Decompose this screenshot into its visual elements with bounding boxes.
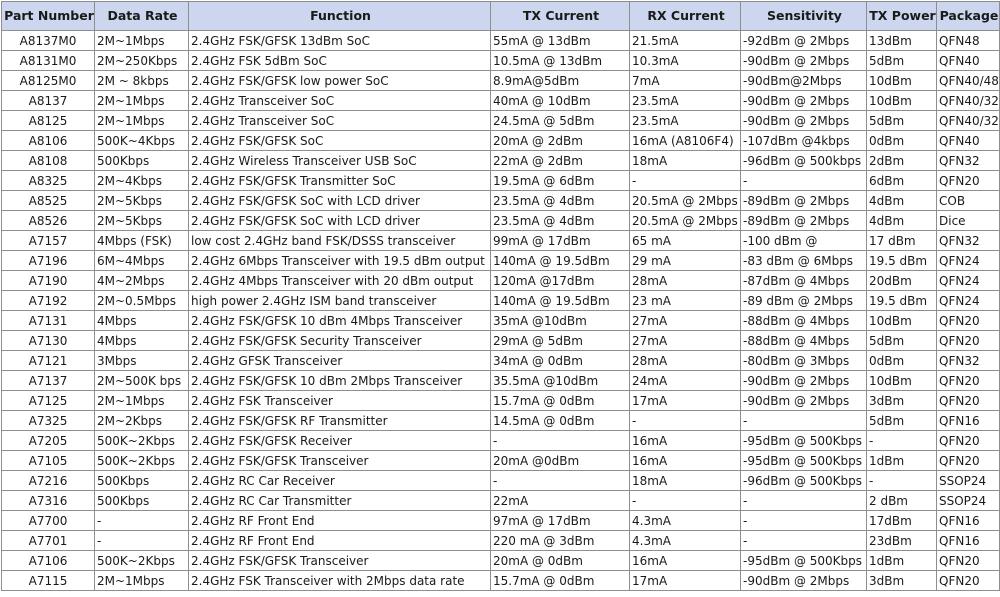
header-function: Function (189, 2, 491, 31)
table-row (2, 351, 1000, 371)
data-rate-cell: 2M~250Kbps (95, 51, 189, 71)
rx-current-cell: 17mA (630, 391, 741, 411)
tx-current-cell: 8.9mA@5dBm (491, 71, 630, 91)
part-number-cell: A8137 (2, 91, 95, 111)
tx-current-cell: - (491, 471, 630, 491)
data-rate-cell: 2M~1Mbps (95, 31, 189, 51)
tx-current-cell: 22mA (491, 491, 630, 511)
tx-current-cell: 23.5mA @ 4dBm (491, 211, 630, 231)
tx-power-cell: 3dBm (867, 571, 937, 591)
data-rate-cell: - (95, 531, 189, 551)
rx-current-cell: 27mA (630, 311, 741, 331)
sensitivity-cell: -83 dBm @ 6Mbps (741, 251, 867, 271)
tx-power-cell: 17 dBm (867, 231, 937, 251)
tx-current-cell: 40mA @ 10dBm (491, 91, 630, 111)
function-cell: 2.4GHz FSK/GFSK Security Transceiver (189, 331, 491, 351)
rx-current-cell: 16mA (A8106F4) (630, 131, 741, 151)
tx-current-cell: 19.5mA @ 6dBm (491, 171, 630, 191)
sensitivity-cell: -90dBm @ 2Mbps (741, 371, 867, 391)
data-rate-cell: 4M~2Mbps (95, 271, 189, 291)
header-sensitivity: Sensitivity (741, 2, 867, 31)
data-rate-cell: 3Mbps (95, 351, 189, 371)
table-row (2, 491, 1000, 511)
function-cell: 2.4GHz FSK/GFSK SoC with LCD driver (189, 211, 491, 231)
sensitivity-cell: -87dBm @ 4Mbps (741, 271, 867, 291)
package-cell: QFN16 (937, 531, 1000, 551)
table-row (2, 111, 1000, 131)
rx-current-cell: 10.3mA (630, 51, 741, 71)
data-rate-cell: 2M~1Mbps (95, 91, 189, 111)
table-row (2, 531, 1000, 551)
header-package: Package (937, 2, 1000, 31)
package-cell: QFN40/32 (937, 111, 1000, 131)
rx-current-cell: 16mA (630, 431, 741, 451)
tx-power-cell: 5dBm (867, 111, 937, 131)
sensitivity-cell: - (741, 531, 867, 551)
data-rate-cell: 500Kbps (95, 151, 189, 171)
rx-current-cell: 16mA (630, 451, 741, 471)
tx-current-cell: 23.5mA @ 4dBm (491, 191, 630, 211)
part-number-cell: A8526 (2, 211, 95, 231)
table-row (2, 451, 1000, 471)
part-number-cell: A8125 (2, 111, 95, 131)
tx-current-cell: 35mA @10dBm (491, 311, 630, 331)
part-number-cell: A7190 (2, 271, 95, 291)
sensitivity-cell: - (741, 511, 867, 531)
package-cell: QFN20 (937, 171, 1000, 191)
tx-current-cell: 97mA @ 17dBm (491, 511, 630, 531)
function-cell: high power 2.4GHz ISM band transceiver (189, 291, 491, 311)
table-row (2, 471, 1000, 491)
part-number-cell: A7121 (2, 351, 95, 371)
package-cell: QFN40 (937, 51, 1000, 71)
sensitivity-cell: -90dBm @ 2Mbps (741, 571, 867, 591)
package-cell: QFN16 (937, 411, 1000, 431)
rx-current-cell: 20.5mA @ 2Mbps (630, 191, 741, 211)
tx-power-cell: 1dBm (867, 451, 937, 471)
function-cell: 2.4GHz FSK/GFSK 13dBm SoC (189, 31, 491, 51)
tx-power-cell: 6dBm (867, 171, 937, 191)
function-cell: 2.4GHz RF Front End (189, 531, 491, 551)
rx-current-cell: 17mA (630, 571, 741, 591)
function-cell: 2.4GHz FSK/GFSK Receiver (189, 431, 491, 451)
rx-current-cell: 28mA (630, 271, 741, 291)
rx-current-cell: 23.5mA (630, 91, 741, 111)
data-rate-cell: 4Mbps (FSK) (95, 231, 189, 251)
tx-power-cell: 3dBm (867, 391, 937, 411)
tx-power-cell: 0dBm (867, 351, 937, 371)
tx-power-cell: 10dBm (867, 71, 937, 91)
package-cell: QFN32 (937, 151, 1000, 171)
rx-current-cell: 29 mA (630, 251, 741, 271)
function-cell: 2.4GHz FSK/GFSK SoC with LCD driver (189, 191, 491, 211)
function-cell: 2.4GHz RC Car Transmitter (189, 491, 491, 511)
part-number-cell: A8131M0 (2, 51, 95, 71)
table-row (2, 131, 1000, 151)
data-rate-cell: 500Kbps (95, 491, 189, 511)
package-cell: QFN48 (937, 31, 1000, 51)
sensitivity-cell: -95dBm @ 500Kbps (741, 451, 867, 471)
package-cell: QFN24 (937, 251, 1000, 271)
table-row (2, 31, 1000, 51)
part-number-cell: A7131 (2, 311, 95, 331)
rx-current-cell: 24mA (630, 371, 741, 391)
sensitivity-cell: -88dBm @ 4Mbps (741, 311, 867, 331)
table-header-row (2, 2, 1000, 31)
package-cell: QFN16 (937, 511, 1000, 531)
rx-current-cell: 21.5mA (630, 31, 741, 51)
part-number-cell: A7137 (2, 371, 95, 391)
tx-power-cell: 20dBm (867, 271, 937, 291)
sensitivity-cell: -90dBm @ 2Mbps (741, 51, 867, 71)
part-number-cell: A7196 (2, 251, 95, 271)
tx-power-cell: 17dBm (867, 511, 937, 531)
header-rx-current: RX Current (630, 2, 741, 31)
sensitivity-cell: -90dBm @ 2Mbps (741, 391, 867, 411)
function-cell: low cost 2.4GHz band FSK/DSSS transceiver (189, 231, 491, 251)
part-number-cell: A7106 (2, 551, 95, 571)
sensitivity-cell: -96dBm @ 500kbps (741, 151, 867, 171)
sensitivity-cell: -90dBm @ 2Mbps (741, 111, 867, 131)
rx-current-cell: 18mA (630, 471, 741, 491)
sensitivity-cell: -89dBm @ 2Mbps (741, 211, 867, 231)
sensitivity-cell: - (741, 491, 867, 511)
part-number-cell: A7701 (2, 531, 95, 551)
tx-current-cell: 220 mA @ 3dBm (491, 531, 630, 551)
rx-current-cell: - (630, 171, 741, 191)
function-cell: 2.4GHz FSK/GFSK RF Transmitter (189, 411, 491, 431)
part-number-cell: A7205 (2, 431, 95, 451)
tx-current-cell: 35.5mA @10dBm (491, 371, 630, 391)
data-rate-cell: 500K~2Kbps (95, 431, 189, 451)
part-number-cell: A7105 (2, 451, 95, 471)
function-cell: 2.4GHz FSK 5dBm SoC (189, 51, 491, 71)
part-number-cell: A7130 (2, 331, 95, 351)
tx-power-cell: 2 dBm (867, 491, 937, 511)
part-number-cell: A8137M0 (2, 31, 95, 51)
package-cell: QFN40/48 (937, 71, 1000, 91)
tx-current-cell: 20mA @ 2dBm (491, 131, 630, 151)
part-number-cell: A7216 (2, 471, 95, 491)
part-number-cell: A7115 (2, 571, 95, 591)
data-rate-cell: 2M~2Kbps (95, 411, 189, 431)
tx-current-cell: 15.7mA @ 0dBm (491, 571, 630, 591)
tx-power-cell: 5dBm (867, 331, 937, 351)
package-cell: QFN32 (937, 351, 1000, 371)
table-row (2, 251, 1000, 271)
table-row (2, 331, 1000, 351)
product-table (1, 1, 1000, 591)
tx-power-cell: 5dBm (867, 411, 937, 431)
data-rate-cell: 2M~4Kbps (95, 171, 189, 191)
tx-current-cell: 99mA @ 17dBm (491, 231, 630, 251)
sensitivity-cell: -96dBm @ 500Kbps (741, 471, 867, 491)
data-rate-cell: 2M~500K bps (95, 371, 189, 391)
rx-current-cell: 27mA (630, 331, 741, 351)
data-rate-cell: 2M~0.5Mbps (95, 291, 189, 311)
part-number-cell: A8108 (2, 151, 95, 171)
package-cell: QFN20 (937, 571, 1000, 591)
table-row (2, 151, 1000, 171)
function-cell: 2.4GHz FSK/GFSK Transmitter SoC (189, 171, 491, 191)
function-cell: 2.4GHz RC Car Receiver (189, 471, 491, 491)
table-row (2, 411, 1000, 431)
package-cell: QFN20 (937, 391, 1000, 411)
sensitivity-cell: -100 dBm @ (741, 231, 867, 251)
part-number-cell: A7157 (2, 231, 95, 251)
rx-current-cell: 4.3mA (630, 511, 741, 531)
data-rate-cell: 500K~4Kbps (95, 131, 189, 151)
sensitivity-cell: -90dBm@2Mbps (741, 71, 867, 91)
part-number-cell: A7325 (2, 411, 95, 431)
rx-current-cell: - (630, 411, 741, 431)
header-data-rate: Data Rate (95, 2, 189, 31)
package-cell: SSOP24 (937, 471, 1000, 491)
function-cell: 2.4GHz RF Front End (189, 511, 491, 531)
table-row (2, 391, 1000, 411)
tx-power-cell: 2dBm (867, 151, 937, 171)
part-number-cell: A8125M0 (2, 71, 95, 91)
tx-current-cell: - (491, 431, 630, 451)
tx-current-cell: 24.5mA @ 5dBm (491, 111, 630, 131)
function-cell: 2.4GHz 4Mbps Transceiver with 20 dBm output (189, 271, 491, 291)
tx-current-cell: 140mA @ 19.5dBm (491, 291, 630, 311)
rx-current-cell: 65 mA (630, 231, 741, 251)
package-cell: QFN20 (937, 551, 1000, 571)
tx-power-cell: 4dBm (867, 211, 937, 231)
rx-current-cell: 20.5mA @ 2Mbps (630, 211, 741, 231)
tx-current-cell: 15.7mA @ 0dBm (491, 391, 630, 411)
data-rate-cell: 4Mbps (95, 311, 189, 331)
package-cell: QFN32 (937, 231, 1000, 251)
tx-current-cell: 34mA @ 0dBm (491, 351, 630, 371)
package-cell: QFN24 (937, 271, 1000, 291)
data-rate-cell: 500K~2Kbps (95, 451, 189, 471)
package-cell: QFN20 (937, 371, 1000, 391)
table-row (2, 71, 1000, 91)
tx-power-cell: 10dBm (867, 371, 937, 391)
function-cell: 2.4GHz GFSK Transceiver (189, 351, 491, 371)
package-cell: COB (937, 191, 1000, 211)
rx-current-cell: 18mA (630, 151, 741, 171)
tx-current-cell: 22mA @ 2dBm (491, 151, 630, 171)
sensitivity-cell: -107dBm @4kbps (741, 131, 867, 151)
package-cell: QFN20 (937, 311, 1000, 331)
function-cell: 2.4GHz FSK Transceiver with 2Mbps data rate (189, 571, 491, 591)
sensitivity-cell: -90dBm @ 2Mbps (741, 91, 867, 111)
rx-current-cell: 23.5mA (630, 111, 741, 131)
table-row (2, 551, 1000, 571)
rx-current-cell: 7mA (630, 71, 741, 91)
function-cell: 2.4GHz Transceiver SoC (189, 91, 491, 111)
rx-current-cell: 4.3mA (630, 531, 741, 551)
package-cell: QFN24 (937, 291, 1000, 311)
tx-power-cell: 4dBm (867, 191, 937, 211)
function-cell: 2.4GHz FSK Transceiver (189, 391, 491, 411)
table-row (2, 511, 1000, 531)
package-cell: QFN20 (937, 431, 1000, 451)
sensitivity-cell: -92dBm @ 2Mbps (741, 31, 867, 51)
header-tx-power: TX Power (867, 2, 937, 31)
sensitivity-cell: - (741, 171, 867, 191)
function-cell: 2.4GHz FSK/GFSK SoC (189, 131, 491, 151)
tx-current-cell: 29mA @ 5dBm (491, 331, 630, 351)
part-number-cell: A8106 (2, 131, 95, 151)
tx-current-cell: 10.5mA @ 13dBm (491, 51, 630, 71)
rx-current-cell: - (630, 491, 741, 511)
tx-current-cell: 20mA @ 0dBm (491, 551, 630, 571)
part-number-cell: A8525 (2, 191, 95, 211)
tx-power-cell: 5dBm (867, 51, 937, 71)
table-row (2, 91, 1000, 111)
data-rate-cell: 6M~4Mbps (95, 251, 189, 271)
table-row (2, 51, 1000, 71)
sensitivity-cell: -88dBm @ 4Mbps (741, 331, 867, 351)
tx-current-cell: 14.5mA @ 0dBm (491, 411, 630, 431)
package-cell: QFN20 (937, 331, 1000, 351)
table-row (2, 171, 1000, 191)
data-rate-cell: 2M~1Mbps (95, 571, 189, 591)
tx-power-cell: 1dBm (867, 551, 937, 571)
data-rate-cell: 2M~1Mbps (95, 391, 189, 411)
rx-current-cell: 16mA (630, 551, 741, 571)
function-cell: 2.4GHz FSK/GFSK Transceiver (189, 451, 491, 471)
table-row (2, 271, 1000, 291)
sensitivity-cell: -89dBm @ 2Mbps (741, 191, 867, 211)
tx-power-cell: 19.5 dBm (867, 291, 937, 311)
data-rate-cell: 2M ~ 8kbps (95, 71, 189, 91)
rx-current-cell: 23 mA (630, 291, 741, 311)
tx-power-cell: 13dBm (867, 31, 937, 51)
function-cell: 2.4GHz FSK/GFSK 10 dBm 4Mbps Transceiver (189, 311, 491, 331)
table-row (2, 291, 1000, 311)
tx-current-cell: 20mA @0dBm (491, 451, 630, 471)
tx-power-cell: 23dBm (867, 531, 937, 551)
part-number-cell: A7192 (2, 291, 95, 311)
data-rate-cell: 4Mbps (95, 331, 189, 351)
table-row (2, 191, 1000, 211)
sensitivity-cell: -95dBm @ 500Kbps (741, 431, 867, 451)
tx-power-cell: 19.5 dBm (867, 251, 937, 271)
function-cell: 2.4GHz Transceiver SoC (189, 111, 491, 131)
table-row (2, 211, 1000, 231)
tx-power-cell: 0dBm (867, 131, 937, 151)
data-rate-cell: 500Kbps (95, 471, 189, 491)
function-cell: 2.4GHz FSK/GFSK Transceiver (189, 551, 491, 571)
tx-power-cell: - (867, 431, 937, 451)
package-cell: QFN40/32 (937, 91, 1000, 111)
tx-power-cell: - (867, 471, 937, 491)
function-cell: 2.4GHz FSK/GFSK low power SoC (189, 71, 491, 91)
table-row (2, 311, 1000, 331)
part-number-cell: A7316 (2, 491, 95, 511)
part-number-cell: A7125 (2, 391, 95, 411)
package-cell: Dice (937, 211, 1000, 231)
sensitivity-cell: -95dBm @ 500Kbps (741, 551, 867, 571)
sensitivity-cell: -80dBm @ 3Mbps (741, 351, 867, 371)
function-cell: 2.4GHz FSK/GFSK 10 dBm 2Mbps Transceiver (189, 371, 491, 391)
function-cell: 2.4GHz Wireless Transceiver USB SoC (189, 151, 491, 171)
sensitivity-cell: - (741, 411, 867, 431)
table-row (2, 231, 1000, 251)
table-row (2, 571, 1000, 591)
package-cell: QFN20 (937, 451, 1000, 471)
data-rate-cell: 500K~2Kbps (95, 551, 189, 571)
package-cell: SSOP24 (937, 491, 1000, 511)
tx-current-cell: 120mA @17dBm (491, 271, 630, 291)
tx-current-cell: 55mA @ 13dBm (491, 31, 630, 51)
data-rate-cell: 2M~5Kbps (95, 191, 189, 211)
header-part-number: Part Number (2, 2, 95, 31)
tx-power-cell: 10dBm (867, 311, 937, 331)
tx-power-cell: 10dBm (867, 91, 937, 111)
table-row (2, 431, 1000, 451)
package-cell: QFN40 (937, 131, 1000, 151)
part-number-cell: A7700 (2, 511, 95, 531)
rx-current-cell: 28mA (630, 351, 741, 371)
table-body (2, 31, 1000, 591)
part-number-cell: A8325 (2, 171, 95, 191)
header-tx-current: TX Current (491, 2, 630, 31)
function-cell: 2.4GHz 6Mbps Transceiver with 19.5 dBm output (189, 251, 491, 271)
data-rate-cell: 2M~1Mbps (95, 111, 189, 131)
table-row (2, 371, 1000, 391)
data-rate-cell: - (95, 511, 189, 531)
tx-current-cell: 140mA @ 19.5dBm (491, 251, 630, 271)
sensitivity-cell: -89 dBm @ 2Mbps (741, 291, 867, 311)
data-rate-cell: 2M~5Kbps (95, 211, 189, 231)
